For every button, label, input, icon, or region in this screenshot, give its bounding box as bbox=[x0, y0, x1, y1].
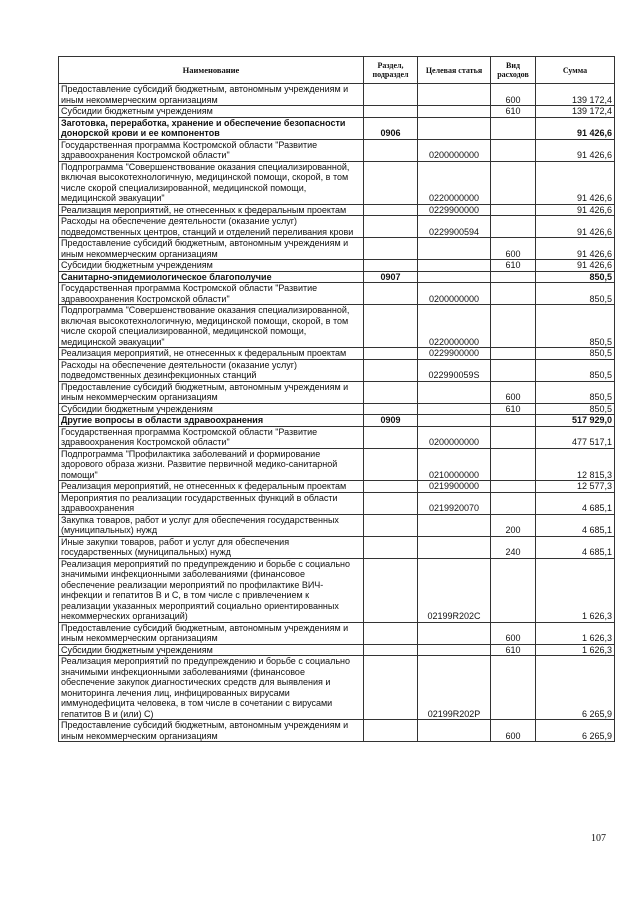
cell-target bbox=[418, 260, 491, 272]
cell-section bbox=[364, 348, 418, 360]
cell-expense-type bbox=[491, 348, 536, 360]
cell-section bbox=[364, 139, 418, 161]
cell-expense-type: 610 bbox=[491, 644, 536, 656]
cell-name: Государственная программа Костромской области "Развитие здравоохранения Костромской области" bbox=[59, 426, 364, 448]
page-number: 107 bbox=[591, 833, 606, 844]
cell-section bbox=[364, 403, 418, 415]
cell-expense-type: 610 bbox=[491, 106, 536, 118]
cell-section bbox=[364, 622, 418, 644]
cell-target: 0219920070 bbox=[418, 492, 491, 514]
table-row bbox=[59, 720, 615, 742]
cell-sum: 91 426,6 bbox=[536, 260, 615, 272]
cell-section bbox=[364, 260, 418, 272]
cell-section bbox=[364, 161, 418, 204]
table-row bbox=[59, 238, 615, 260]
cell-sum: 91 426,6 bbox=[536, 238, 615, 260]
table-row bbox=[59, 622, 615, 644]
cell-name: Подпрограмма "Совершенствование оказания специализированной, включая высокотехнологичную, медицинской помощи, скорой, в том числе скорой специализированной, медицинской помощи, медицинской эвакуации" bbox=[59, 161, 364, 204]
cell-name: Санитарно-эпидемиологическое благополучие bbox=[59, 271, 364, 283]
cell-expense-type bbox=[491, 161, 536, 204]
cell-section bbox=[364, 448, 418, 481]
header-target: Целевая статья bbox=[418, 57, 491, 84]
cell-name: Расходы на обеспечение деятельности (оказание услуг) подведомственных центров, станций и отделений переливания крови bbox=[59, 216, 364, 238]
cell-expense-type: 610 bbox=[491, 260, 536, 272]
cell-sum: 517 929,0 bbox=[536, 415, 615, 427]
cell-expense-type bbox=[491, 448, 536, 481]
cell-section bbox=[364, 426, 418, 448]
table-row bbox=[59, 348, 615, 360]
cell-name: Мероприятия по реализации государственных функций в области здравоохранения bbox=[59, 492, 364, 514]
cell-target bbox=[418, 514, 491, 536]
cell-sum: 139 172,4 bbox=[536, 106, 615, 118]
cell-section bbox=[364, 204, 418, 216]
cell-expense-type bbox=[491, 204, 536, 216]
cell-section bbox=[364, 359, 418, 381]
cell-target bbox=[418, 536, 491, 558]
cell-target bbox=[418, 415, 491, 427]
cell-sum: 1 626,3 bbox=[536, 644, 615, 656]
cell-sum: 12 577,3 bbox=[536, 481, 615, 493]
header-expense-type: Вид расходов bbox=[491, 57, 536, 84]
table-body bbox=[59, 84, 615, 742]
cell-expense-type bbox=[491, 283, 536, 305]
cell-section bbox=[364, 283, 418, 305]
cell-name: Субсидии бюджетным учреждениям bbox=[59, 106, 364, 118]
cell-sum: 850,5 bbox=[536, 381, 615, 403]
cell-section: 0909 bbox=[364, 415, 418, 427]
table-header-row bbox=[59, 57, 615, 84]
cell-expense-type bbox=[491, 305, 536, 348]
cell-section bbox=[364, 481, 418, 493]
cell-section bbox=[364, 492, 418, 514]
cell-sum: 91 426,6 bbox=[536, 204, 615, 216]
cell-sum: 850,5 bbox=[536, 271, 615, 283]
cell-target: 02199R202P bbox=[418, 656, 491, 720]
cell-expense-type: 200 bbox=[491, 514, 536, 536]
cell-expense-type bbox=[491, 558, 536, 622]
cell-expense-type: 600 bbox=[491, 381, 536, 403]
cell-sum: 6 265,9 bbox=[536, 720, 615, 742]
table-row bbox=[59, 161, 615, 204]
table-row bbox=[59, 283, 615, 305]
cell-target: 0219900000 bbox=[418, 481, 491, 493]
cell-target bbox=[418, 720, 491, 742]
cell-sum: 850,5 bbox=[536, 283, 615, 305]
cell-target bbox=[418, 381, 491, 403]
header-sum: Сумма bbox=[536, 57, 615, 84]
cell-expense-type bbox=[491, 426, 536, 448]
cell-name: Закупка товаров, работ и услуг для обеспечения государственных (муниципальных) нужд bbox=[59, 514, 364, 536]
cell-sum: 850,5 bbox=[536, 348, 615, 360]
cell-target: 0200000000 bbox=[418, 426, 491, 448]
table-row bbox=[59, 403, 615, 415]
cell-sum: 1 626,3 bbox=[536, 622, 615, 644]
cell-target: 0200000000 bbox=[418, 139, 491, 161]
table-row bbox=[59, 271, 615, 283]
cell-name: Государственная программа Костромской области "Развитие здравоохранения Костромской области" bbox=[59, 283, 364, 305]
cell-section: 0907 bbox=[364, 271, 418, 283]
cell-expense-type: 600 bbox=[491, 720, 536, 742]
cell-sum: 91 426,6 bbox=[536, 161, 615, 204]
cell-target bbox=[418, 106, 491, 118]
cell-target: 0229900000 bbox=[418, 204, 491, 216]
table-row bbox=[59, 481, 615, 493]
cell-sum: 4 685,1 bbox=[536, 536, 615, 558]
cell-target: 02199R202C bbox=[418, 558, 491, 622]
budget-table bbox=[58, 56, 615, 742]
cell-sum: 91 426,6 bbox=[536, 117, 615, 139]
cell-name: Заготовка, переработка, хранение и обеспечение безопасности донорской крови и ее компонентов bbox=[59, 117, 364, 139]
cell-expense-type bbox=[491, 117, 536, 139]
cell-sum: 1 626,3 bbox=[536, 558, 615, 622]
table-row bbox=[59, 448, 615, 481]
cell-sum: 850,5 bbox=[536, 305, 615, 348]
cell-name: Государственная программа Костромской области "Развитие здравоохранения Костромской области" bbox=[59, 139, 364, 161]
cell-section bbox=[364, 536, 418, 558]
table-row bbox=[59, 260, 615, 272]
table-row bbox=[59, 305, 615, 348]
table-row bbox=[59, 204, 615, 216]
cell-section bbox=[364, 238, 418, 260]
table-row bbox=[59, 514, 615, 536]
cell-expense-type: 610 bbox=[491, 403, 536, 415]
cell-section bbox=[364, 216, 418, 238]
header-section: Раздел, подраздел bbox=[364, 57, 418, 84]
cell-name: Предоставление субсидий бюджетным, автономным учреждениям и иным некоммерческим организациям bbox=[59, 238, 364, 260]
cell-section bbox=[364, 644, 418, 656]
cell-name: Реализация мероприятий по предупреждению и борьбе с социально значимыми инфекционными заболеваниями (финансовое обеспечение закупок диагностических средств для выявления и мониторинга лечения лиц, инфицированных вирусами иммунодефицита человека, в том числе в сочетании с вирусами гепатитов В и (или) С) bbox=[59, 656, 364, 720]
cell-sum: 91 426,6 bbox=[536, 216, 615, 238]
table-row bbox=[59, 216, 615, 238]
cell-section bbox=[364, 720, 418, 742]
cell-sum: 6 265,9 bbox=[536, 656, 615, 720]
table-row bbox=[59, 84, 615, 106]
cell-expense-type: 600 bbox=[491, 238, 536, 260]
cell-name: Подпрограмма "Профилактика заболеваний и формирование здорового образа жизни. Развитие первичной медико-санитарной помощи" bbox=[59, 448, 364, 481]
table-row bbox=[59, 106, 615, 118]
cell-section bbox=[364, 656, 418, 720]
cell-name: Иные закупки товаров, работ и услуг для обеспечения государственных (муниципальных) нужд bbox=[59, 536, 364, 558]
table-row bbox=[59, 117, 615, 139]
cell-target bbox=[418, 271, 491, 283]
cell-name: Предоставление субсидий бюджетным, автономным учреждениям и иным некоммерческим организациям bbox=[59, 720, 364, 742]
cell-target: 0229900594 bbox=[418, 216, 491, 238]
header-name: Наименование bbox=[59, 57, 364, 84]
table-row bbox=[59, 359, 615, 381]
cell-expense-type bbox=[491, 271, 536, 283]
cell-expense-type bbox=[491, 139, 536, 161]
cell-name: Предоставление субсидий бюджетным, автономным учреждениям и иным некоммерческим организациям bbox=[59, 381, 364, 403]
table-row bbox=[59, 558, 615, 622]
cell-target: 0220000000 bbox=[418, 305, 491, 348]
cell-expense-type: 240 bbox=[491, 536, 536, 558]
cell-expense-type bbox=[491, 415, 536, 427]
cell-name: Другие вопросы в области здравоохранения bbox=[59, 415, 364, 427]
cell-target bbox=[418, 84, 491, 106]
cell-target: 022990059S bbox=[418, 359, 491, 381]
cell-target: 0229900000 bbox=[418, 348, 491, 360]
cell-sum: 12 815,3 bbox=[536, 448, 615, 481]
cell-sum: 850,5 bbox=[536, 403, 615, 415]
cell-sum: 139 172,4 bbox=[536, 84, 615, 106]
cell-target: 0210000000 bbox=[418, 448, 491, 481]
cell-target: 0200000000 bbox=[418, 283, 491, 305]
cell-name: Подпрограмма "Совершенствование оказания специализированной, включая высокотехнологичную, медицинской помощи, скорой, в том числе скорой специализированной, медицинской помощи, медицинской эвакуации" bbox=[59, 305, 364, 348]
cell-expense-type bbox=[491, 656, 536, 720]
cell-name: Предоставление субсидий бюджетным, автономным учреждениям и иным некоммерческим организациям bbox=[59, 84, 364, 106]
table-row bbox=[59, 536, 615, 558]
cell-sum: 4 685,1 bbox=[536, 514, 615, 536]
table-row bbox=[59, 492, 615, 514]
cell-sum: 4 685,1 bbox=[536, 492, 615, 514]
cell-name: Реализация мероприятий, не отнесенных к федеральным проектам bbox=[59, 481, 364, 493]
table-row bbox=[59, 381, 615, 403]
table-row bbox=[59, 415, 615, 427]
cell-sum: 91 426,6 bbox=[536, 139, 615, 161]
cell-name: Субсидии бюджетным учреждениям bbox=[59, 644, 364, 656]
table-row bbox=[59, 426, 615, 448]
cell-expense-type bbox=[491, 359, 536, 381]
cell-expense-type: 600 bbox=[491, 622, 536, 644]
cell-expense-type bbox=[491, 492, 536, 514]
cell-expense-type: 600 bbox=[491, 84, 536, 106]
cell-name: Расходы на обеспечение деятельности (оказание услуг) подведомственных дезинфекционных станций bbox=[59, 359, 364, 381]
table-row bbox=[59, 139, 615, 161]
cell-target bbox=[418, 117, 491, 139]
cell-section bbox=[364, 381, 418, 403]
cell-name: Реализация мероприятий, не отнесенных к федеральным проектам bbox=[59, 204, 364, 216]
cell-name: Предоставление субсидий бюджетным, автономным учреждениям и иным некоммерческим организациям bbox=[59, 622, 364, 644]
table-row bbox=[59, 656, 615, 720]
cell-target bbox=[418, 622, 491, 644]
cell-section bbox=[364, 558, 418, 622]
cell-expense-type bbox=[491, 481, 536, 493]
cell-target bbox=[418, 238, 491, 260]
cell-name: Реализация мероприятий, не отнесенных к федеральным проектам bbox=[59, 348, 364, 360]
cell-section: 0906 bbox=[364, 117, 418, 139]
cell-section bbox=[364, 305, 418, 348]
cell-name: Реализация мероприятий по предупреждению и борьбе с социально значимыми инфекционными заболеваниями (финансовое обеспечение реализации мероприятий по профилактике ВИЧ- инфекции и гепатитов В и С, в том числе с привлечением к реализации указанных мероприятий социально ориентированных некоммерческих организаций) bbox=[59, 558, 364, 622]
cell-sum: 477 517,1 bbox=[536, 426, 615, 448]
cell-sum: 850,5 bbox=[536, 359, 615, 381]
cell-name: Субсидии бюджетным учреждениям bbox=[59, 403, 364, 415]
cell-section bbox=[364, 514, 418, 536]
cell-target bbox=[418, 403, 491, 415]
cell-section bbox=[364, 84, 418, 106]
cell-expense-type bbox=[491, 216, 536, 238]
cell-name: Субсидии бюджетным учреждениям bbox=[59, 260, 364, 272]
cell-section bbox=[364, 106, 418, 118]
cell-target bbox=[418, 644, 491, 656]
cell-target: 0220000000 bbox=[418, 161, 491, 204]
table-row bbox=[59, 644, 615, 656]
